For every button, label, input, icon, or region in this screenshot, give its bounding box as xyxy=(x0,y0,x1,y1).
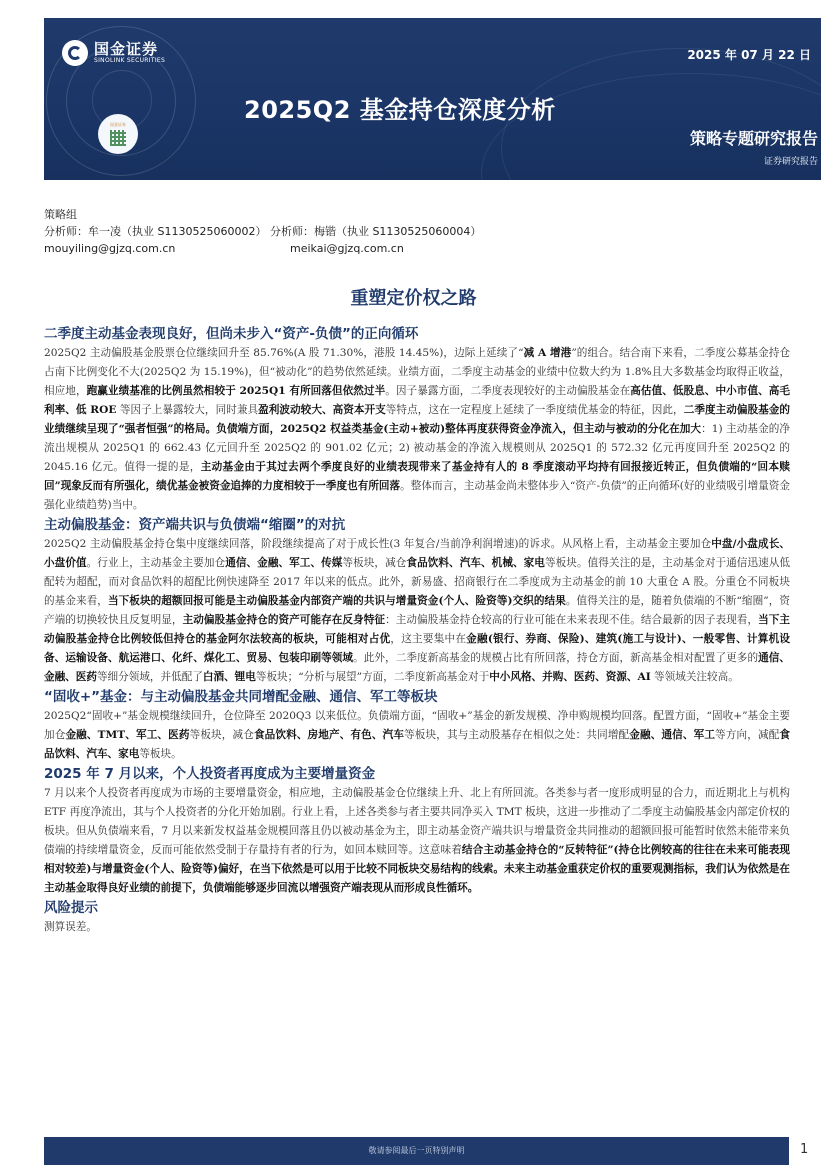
body-text: 等板块；“分析与展望”方面，二季度新高基金对于 xyxy=(255,671,490,683)
report-body xyxy=(44,324,790,937)
body-text: 。行业上，主动基金主要加仓 xyxy=(86,557,226,569)
body-text: 7 月以来个人投资者再度成为市场的主要增量资金，相应地，主动偏股基金仓位继续上升、北上有所回流。各类参与者一度形成明显的合力，而近期北上与机构 ETF 再度净流出，其与个人投资者的分化开始加剧。行业上看，上述各类参与者主要共同净买入 TMT 板块，这进一步推动了二季度主动偏股基金内部定价权的板块。但从负债端来看，7 月以来新发权益基金规模回落且仍以被动基金为主，即主动基金资产端共识与增量资金共同推动的超额回报可能暂时依然未能带来负债端的持续增量资金，反而可能依然受制于存量持有者的行为，如回本赎回等。这意味着 xyxy=(44,787,790,856)
emphasis-text: 通信、金融、医药 xyxy=(44,652,791,683)
emphasis-text: 食品饮料、汽车、机械、家电 xyxy=(406,557,545,569)
section-heading: “固收+”基金：与主动偏股基金共同增配金融、通信、军工等板块 xyxy=(44,689,438,705)
body-text: 。此外，二季度新高基金的规模占比有所回落，持仓方面，新高基金相对配置了更多的 xyxy=(353,652,759,664)
footer-disclaimer[interactable]: 敬请参阅最后一页特别声明 xyxy=(368,1146,465,1155)
body-text: 等板块。 xyxy=(139,748,182,760)
company-logo xyxy=(62,40,165,66)
section-paragraph xyxy=(44,344,790,515)
report-subtype: 证券研究报告 xyxy=(763,157,818,167)
emphasis-text: 减 A 增港 xyxy=(523,347,572,359)
section-paragraph xyxy=(44,535,790,687)
body-text: 测算误差。 xyxy=(44,921,97,933)
section-heading: 2025 年 7 月以来，个人投资者再度成为主要增量资金 xyxy=(44,766,376,782)
body-text: 等细分领域，并低配了 xyxy=(96,671,203,683)
emphasis-text: 主动偏股基金持仓的资产可能存在反身特征 xyxy=(182,614,386,626)
emphasis-text: 盈利波动较大、高资本开支 xyxy=(258,404,386,416)
emphasis-text: 白酒、锂电 xyxy=(202,671,256,683)
section-heading: 风险提示 xyxy=(44,900,98,916)
report-date: 2025 年 07 月 22 日 xyxy=(687,48,811,62)
analyst-info xyxy=(44,206,481,257)
emphasis-text: 高估值、低股息、中小市值、高毛利率、低 ROE xyxy=(44,385,791,416)
qr-code-icon xyxy=(98,114,138,154)
analyst-line: 分析师：牟一凌（执业 S1130525060002） 分析师：梅锴（执业 S1130525060004） xyxy=(44,225,482,238)
emphasis-text: 金融(银行、券商、保险)、建筑(施工与设计)、一般零售、计算机设备、运输设备、航运港口、化纤、煤化工、贸易、包装印刷等领域 xyxy=(44,633,790,664)
body-text: 。整体而言，主动基金尚未整体步入“资产-负债”的正向循环(好的业绩吸引增量资金强化业绩趋势)当中。 xyxy=(44,480,790,511)
analyst-email-1[interactable]: mouyiling@gjzq.com.cn xyxy=(44,242,176,255)
logo-icon xyxy=(62,40,88,66)
section-paragraph xyxy=(44,784,790,898)
body-text: ：主动偏股基金持仓较高的行业可能在未来表现不佳。结合最新的因子表现看， xyxy=(385,614,759,626)
section-paragraph xyxy=(44,918,790,937)
emphasis-text: 中小风格、并购、医药、资源、AI xyxy=(489,671,651,683)
emphasis-text: 跑赢业绩基准的比例虽然相较于 2025Q1 有所回落但依然过半 xyxy=(86,385,386,397)
emphasis-text: 二季度主动偏股基金的业绩继续呈现了“强者恒强”的格局。负债端方面，2025Q2 权益类基金(主动+被动)整体再度获得资金净流入，但主动与被动的分化在加大 xyxy=(44,404,791,435)
body-text: ：1) 主动基金的净流出规模从 2025Q1 的 662.43 亿元回升至 2025Q2 的 901.02 亿元；2) 被动基金的净流入规模则从 2025Q1 的 572.32 亿元再度回升至 2025Q2 的 2045.16 亿元。值得一提的是， xyxy=(44,423,790,473)
emphasis-text: 当下主动偏股基金持仓比例较低但持仓的基金阿尔法较高的板块，可能相对占优 xyxy=(44,614,791,645)
emphasis-text: 主动基金由于其过去两个季度良好的业绩表现带来了基金持有人的 8 季度滚动平均持有回报接近转正，但负债端的“回本赎回”现象反而有所强化，绩优基金被资金追捧的力度相较于一季度也有所回落 xyxy=(44,461,790,492)
emphasis-text: 通信、金融、军工、传媒 xyxy=(225,557,343,569)
body-text: 等板块。值得关注的是，主动基金对于通信迅速从低配转为超配，而对食品饮料的超配比例快速降至 2017 年以来的低点。此外，新易盛、招商银行在二季度成为主动基金的前 10 大重仓 A 股。分重仓不同板块的基金来看， xyxy=(44,557,791,607)
emphasis-text: 金融、TMT、军工、医药 xyxy=(65,729,190,741)
emphasis-text: 当下板块的超额回报可能是主动偏股基金内部资产端的共识与增量资金(个人、险资等)交织的结果 xyxy=(107,595,566,607)
main-heading: 重塑定价权之路 xyxy=(350,288,477,309)
section-paragraph xyxy=(44,707,790,764)
body-text: 2025Q2 主动偏股基金持仓集中度继续回落，阶段继续提高了对于成长性(3 年复合/当前净利润增速)的诉求。从风格上看，主动基金主要加仓 xyxy=(44,538,712,550)
emphasis-text: 中盘/小盘成长、小盘价值 xyxy=(44,538,790,569)
body-text: 等板块，其与主动股基存在相似之处：共同增配 xyxy=(404,729,630,741)
section-heading: 主动偏股基金：资产端共识与负债端“缩圈”的对抗 xyxy=(44,517,346,533)
body-text: 等特点，这在一定程度上延续了一季度绩优基金的特征，因此， xyxy=(385,404,684,416)
analyst-group: 策略组 xyxy=(44,208,77,221)
body-text: 等因子上暴露较大，同时兼具 xyxy=(116,404,259,416)
body-text: 等方向，减配 xyxy=(715,729,780,741)
emphasis-text: 金融、通信、军工 xyxy=(629,729,716,741)
body-text: 2025Q2 主动偏股基金股票仓位继续回升至 85.76%(A 股 71.30%，港股 14.45%)，边际上延续了“ xyxy=(44,347,524,359)
logo-name-cn: 国金证券 xyxy=(94,40,159,58)
qr-pattern xyxy=(110,130,126,146)
footer-bar xyxy=(44,1137,789,1165)
report-title: 2025Q2 基金持仓深度分析 xyxy=(244,96,556,124)
emphasis-text: 食品饮料、汽车、家电 xyxy=(44,729,791,760)
body-text: 。值得关注的是，随着负债端的不断“缩圈”，资产端的切换较快且反复明显， xyxy=(44,595,790,626)
body-text: 等板块，减仓 xyxy=(189,729,254,741)
report-type: 策略专题研究报告 xyxy=(689,129,818,148)
body-text: 等板块，减仓 xyxy=(342,557,407,569)
header-banner xyxy=(44,18,821,180)
body-text: 等领域关注较高。 xyxy=(650,671,739,683)
body-text: 2025Q2“固收+”基金规模继续回升，仓位降至 2020Q3 以来低位。负债端方面，“固收+”基金的新发规模、净申购规模均回落。配置方面，“固收+”基金主要加仓 xyxy=(44,710,790,741)
body-text: 。因子暴露方面，二季度表现较好的主动偏股基金在 xyxy=(385,385,631,397)
emphasis-text: 结合主动基金持仓的“反转特征”(持仓比例较高的往往在未来可能表现相对较差)与增量资金(个人、险资等)偏好，在当下依然是可以用于比较不同板块交易结构的线索。未来主动基金重获定价权的重要观测指标，我们认为依然是在主动基金取得良好业绩的前提下，负债端能够逐步回流以增强资产端表现从而形成良性循环。 xyxy=(44,844,790,894)
section-heading: 二季度主动基金表现良好，但尚未步入“资产-负债”的正向循环 xyxy=(44,326,419,342)
logo-name-en: SINOLINK SECURITIES xyxy=(94,57,166,64)
analyst-email-2[interactable]: meikai@gjzq.com.cn xyxy=(290,242,404,255)
page-number: 1 xyxy=(800,1142,809,1157)
emphasis-text: 食品饮料、房地产、有色、汽车 xyxy=(253,729,405,741)
body-text: ，这主要集中在 xyxy=(390,633,467,645)
stamp-text: 国金证券 xyxy=(110,122,126,127)
body-text: ”的组合。结合南下来看，二季度公募基金持仓占南下比例变化不大(2025Q2 为 15.19%)，但“被动化”的趋势依然延续。业绩方面，二季度主动基金的业绩中位数大约为 1.8%且大多数基金均取得正收益，相应地， xyxy=(44,347,791,397)
